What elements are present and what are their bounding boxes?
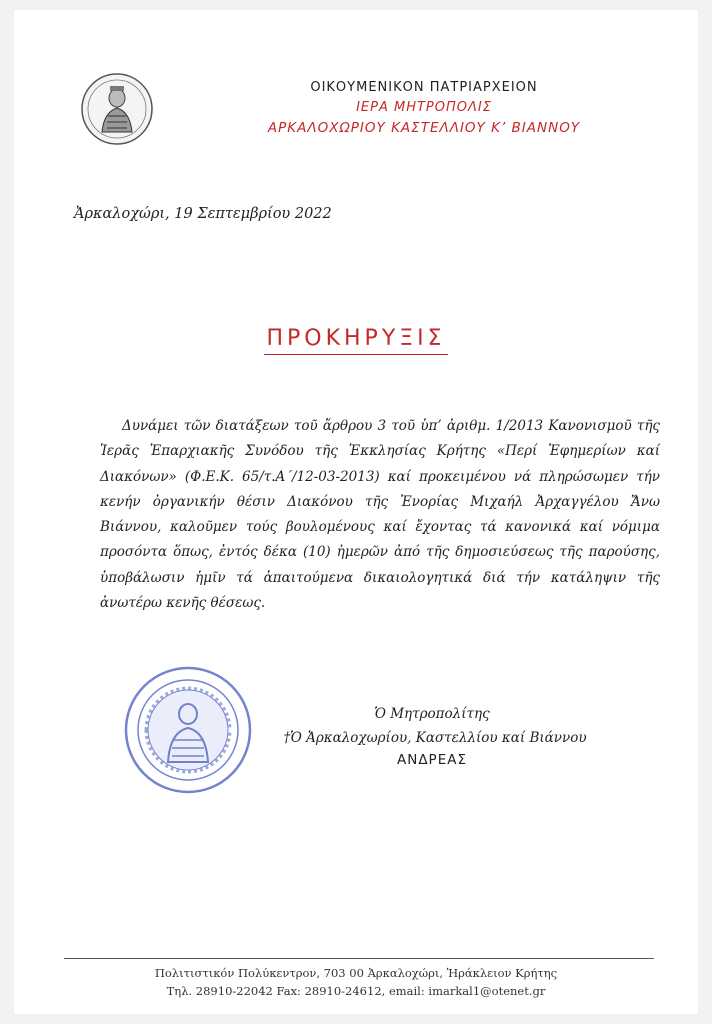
- official-stamp-icon: [124, 666, 252, 794]
- signature-see: †Ὁ Ἀρκαλοχωρίου, Καστελλίου καί Βιάννου: [283, 730, 587, 746]
- footer-contact: Τηλ. 28910-22042 Fax: 28910-24612, email: imarkal1@otenet.gr: [166, 984, 546, 998]
- signature-name: ΑΝΔΡΕΑΣ: [396, 752, 467, 768]
- document-date: Ἀρκαλοχώρι, 19 Σεπτεμβρίου 2022: [74, 206, 332, 222]
- document-body: [100, 414, 660, 616]
- header-metropolis: ΙΕΡΑ ΜΗΤΡΟΠΟΛΙΣ: [356, 100, 492, 115]
- signature-title: Ὁ Μητροπολίτης: [374, 706, 490, 722]
- header-patriarchate: ΟΙΚΟΥΜΕΝΙΚΟΝ ΠΑΤΡΙΑΡΧΕΙΟΝ: [310, 80, 538, 95]
- document-title: [14, 326, 698, 351]
- footer-divider: [64, 958, 654, 959]
- body-paragraph: Δυνάμει τῶν διατάξεων τοῦ ἄρθρου 3 τοῦ ὑπ’ ἀριθμ. 1/2013 Κανονισμοῦ τῆς Ἱερᾶς Ἐπαρχιακῆς Συνόδου τῆς Ἐκκλησίας Κρήτης «Περί Ἐφημερίων καί Διακόνων» (Φ.Ε.Κ. 65/τ.Α΄/12-03-2013) καί προκειμένου νά πληρώσωμεν τήν κενήν ὀργανικήν θέσιν Διακόνου τῆς Ἐνορίας Μιχαήλ Ἀρχαγγέλου Ἄνω Βιάννου, καλοῦμεν τούς βουλομένους καί ἔχοντας τά κανονικά καί νόμιμα προσόντα ὅπως, ἐντός δέκα (10) ἡμερῶν ἀπό τῆς δημοσιεύσεως τῆς παρούσης, ὑποβάλωσιν ἡμῖν τά ἀπαιτούμενα δικαιολογητικά διά τήν κατάληψιν τῆς ἀνωτέρω κενῆς θέσεως.: [100, 418, 660, 612]
- footer-address: Πολιτιστικόν Πολύκεντρον, 703 00 Ἀρκαλοχώρι, Ἡράκλειον Κρήτης: [154, 966, 558, 980]
- metropolis-seal-icon: [80, 72, 154, 146]
- header-diocese: ΑΡΚΑΛΟΧΩΡΙΟΥ ΚΑΣΤΕΛΛΙΟΥ Κ’ ΒΙΑΝΝΟΥ: [267, 120, 581, 136]
- title-text: ΠΡΟΚΗΡΥΞΙΣ: [264, 326, 447, 355]
- document-page: [14, 10, 698, 1014]
